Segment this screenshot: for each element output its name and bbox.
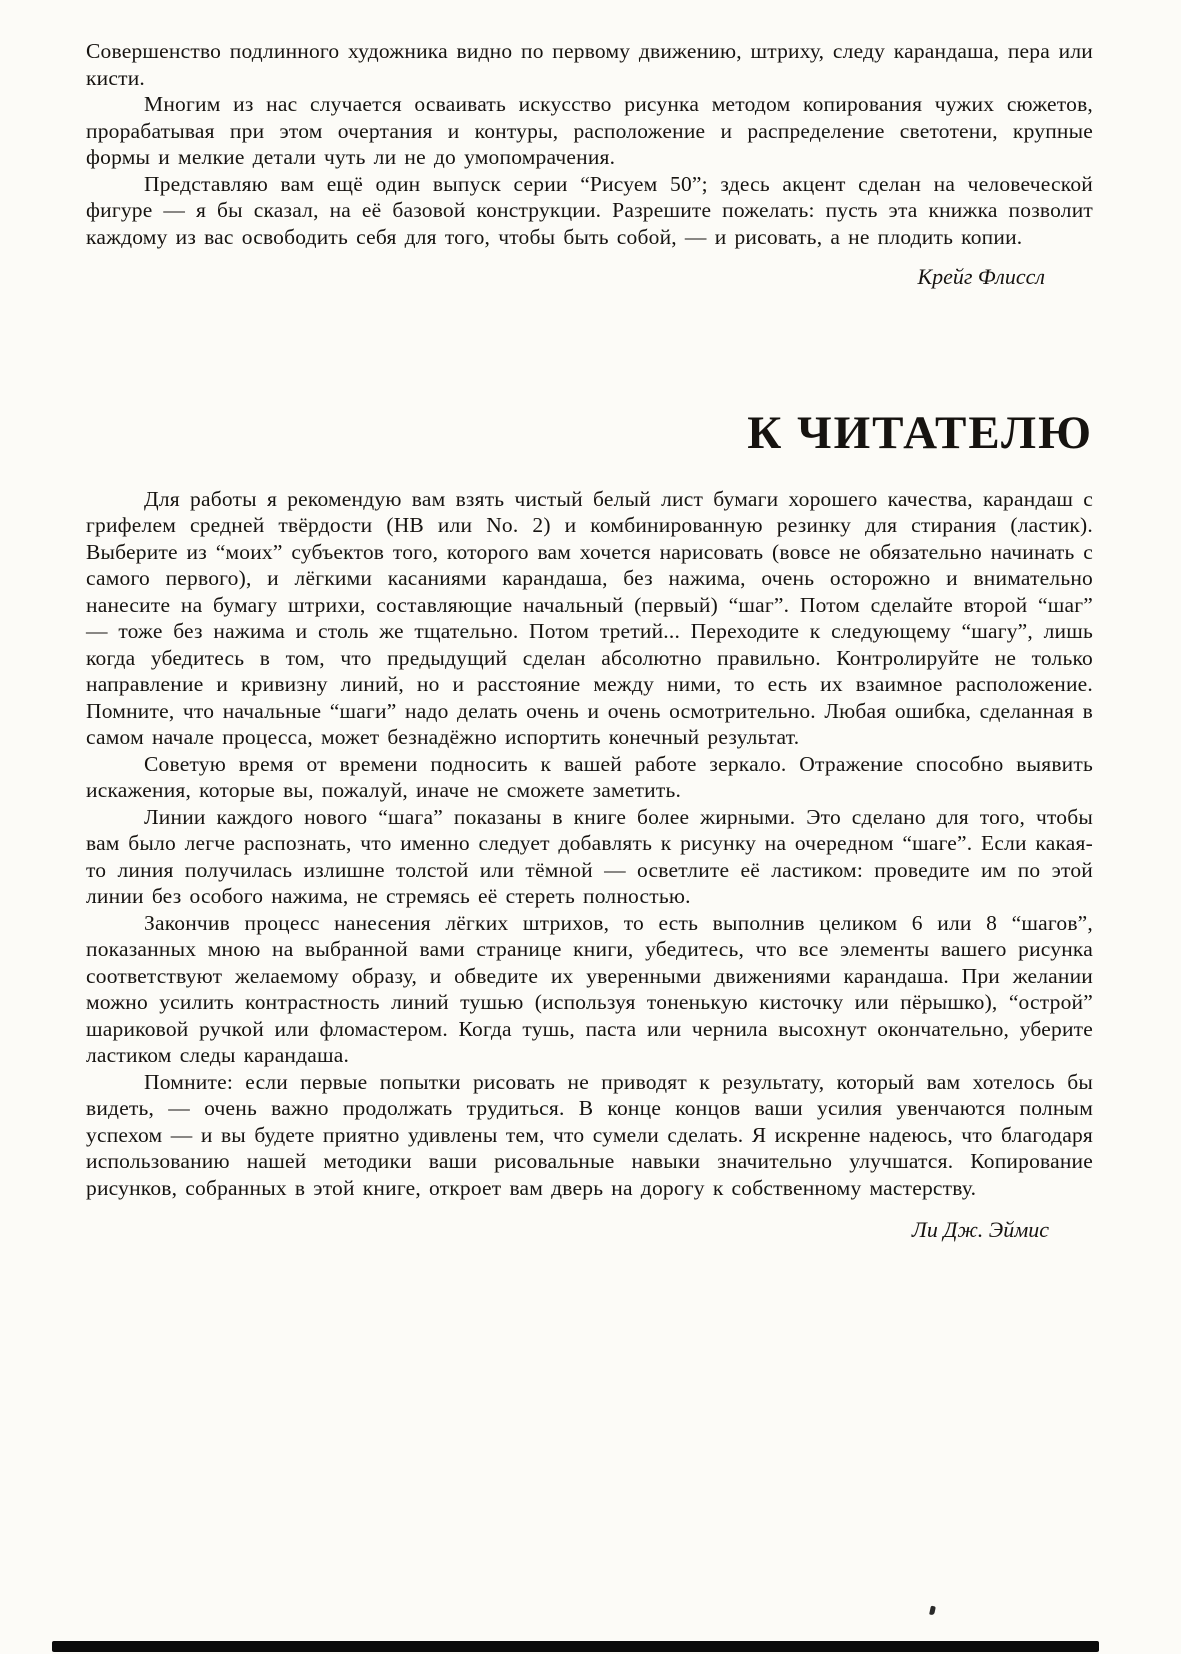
paragraph: Для работы я рекомендую вам взять чистый белый лист бумаги хорошего качества, карандаш с грифелем средней твёрдости (НВ или No. 2) и комбинированную резинку для стирания (ластик). Выберите из “моих” субъектов того, которого вам хочется нарисовать (вовсе не обязательно начинать с самого первого), и лёгкими касаниями карандаша, без нажима, очень осторожно и внимательно нанесите на бумагу штрихи, составляющие начальный (первый) “шаг”. Потом сделайте второй “шаг” — тоже без нажима и столь же тщательно. Потом третий... Переходите к следующему “шагу”, лишь когда убедитесь в том, что предыдущий сделан абсолютно правильно. Контролируйте не только направление и кривизну линий, но и расстояние между ними, то есть их взаимное расположение. Помните, что начальные “шаги” надо делать очень и очень осмотрительно. Любая ошибка, сделанная в самом начале процесса, может безнадёжно испортить конечный результат. [86,486,1093,750]
preface-section [86,38,1093,290]
paragraph: Представляю вам ещё один выпуск серии “Рисуем 50”; здесь акцент сделан на человеческой фигуре — я бы сказал, на её базовой конструкции. Разрешите пожелать: пусть эта книжка позволит каждому из вас освободить себя для того, чтобы быть собой, — и рисовать, а не плодить копии. [86,171,1093,249]
section-heading: К ЧИТАТЕЛЮ [747,407,1093,459]
scan-artifact-bottom-bar [52,1641,1099,1652]
reader-section [86,486,1093,1244]
scan-speck [929,1606,936,1616]
paragraph: Линии каждого нового “шага” показаны в книге более жирными. Это сделано для того, чтобы вам было легче распознать, что именно следует добавлять к рисунку на очередном “шаге”. Если какая-то линия получилась излишне толстой или тёмной — осветлите её ластиком: проведите им по этой линии без особого нажима, не стремясь её стереть полностью. [86,804,1093,909]
author-signature-top: Крейг Флиссл [917,264,1045,289]
paragraph: Многим из нас случается осваивать искусство рисунка методом копирования чужих сюжетов, прорабатывая при этом очертания и контуры, расположение и распределение светотени, крупные формы и мелкие детали чуть ли не до умопомрачения. [86,92,1093,169]
paragraph: Советую время от времени подносить к вашей работе зеркало. Отражение способно выявить искажения, которые вы, пожалуй, иначе не сможете заметить. [86,751,1093,803]
paragraph: Закончив процесс нанесения лёгких штрихов, то есть выполнив целиком 6 или 8 “шагов”, показанных мною на выбранной вами странице книги, убедитесь, что все элементы вашего рисунка соответствуют желаемому образу, и обведите их уверенными движениями карандаша. При желании можно усилить контрастность линий тушью (используя тоненькую кисточку или пёрышко), “острой” шариковой ручкой или фломастером. Когда тушь, паста или чернила высохнут окончательно, уберите ластиком следы карандаша. [86,910,1093,1068]
paragraph: Совершенство подлинного художника видно по первому движению, штриху, следу карандаша, пера или кисти. [86,39,1093,90]
paragraph: Помните: если первые попытки рисовать не приводят к результату, который вам хотелось бы видеть, — очень важно продолжать трудиться. В конце концов ваши усилия увенчаются полным успехом — и вы будете приятно удивлены тем, что сумели сделать. Я искренне надеюсь, что благодаря использованию нашей методики ваши рисовальные навыки значительно улучшатся. Копирование рисунков, собранных в этой книге, откроет вам дверь на дорогу к собственному мастерству. [86,1069,1093,1200]
author-signature-bottom: Ли Дж. Эймис [911,1217,1049,1243]
